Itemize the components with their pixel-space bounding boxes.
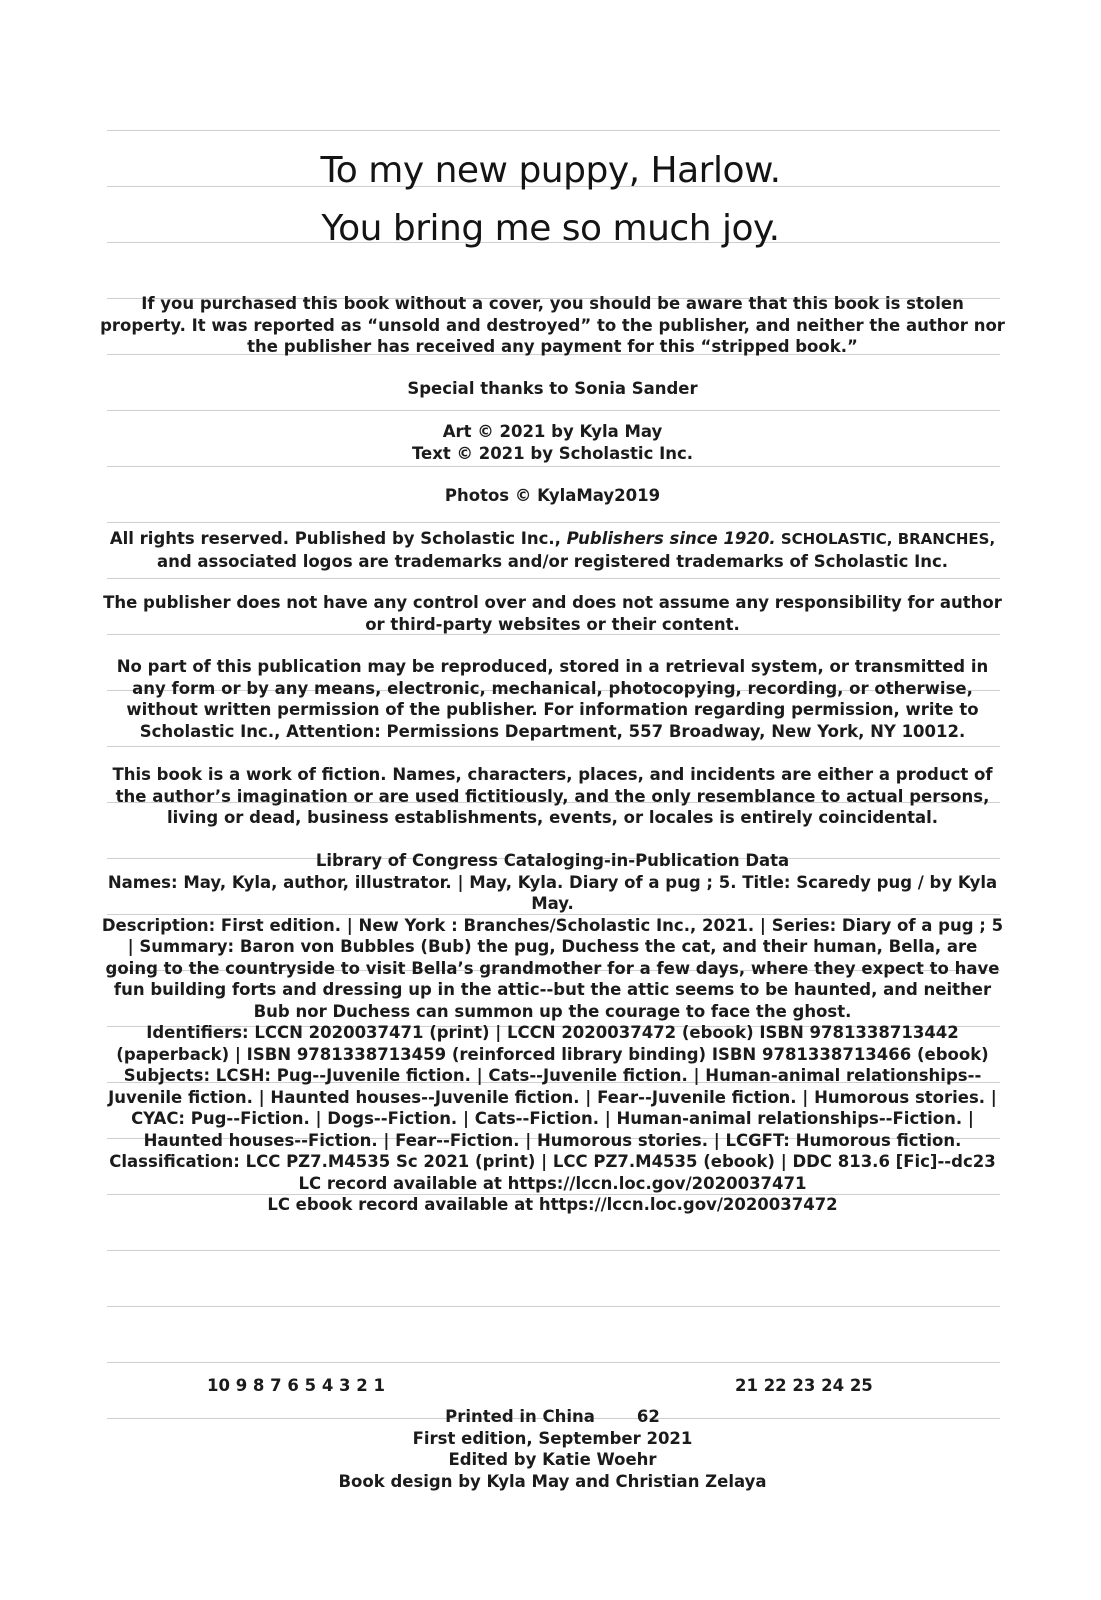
rights-reserved [100,528,1005,572]
cip-description: Description: First edition. | New York : Branches/Scholastic Inc., 2021. | Series: Diary of a pug ; 5 | Summary: Baron von Bubbles (Bub) the pug, Duchess the cat, and their human, Bella, are going to the countryside to visit Bella’s grandmother for a few days, where they expect to have fun building forts and dressing up in the attic--but the attic seems to be haunted, and neither Bub nor Duchess can summon up the courage to face the ghost. [101,915,1004,1021]
reproduction-notice [100,656,1005,742]
special-thanks [100,378,1005,400]
cip-lc-ebook-record: LC ebook record available at https://lccn.loc.gov/2020037472 [267,1195,838,1214]
cip-classification: Classification: LCC PZ7.M4535 Sc 2021 (print) | LCC PZ7.M4535 (ebook) | DDC 813.6 [Fic]--dc23 [109,1152,996,1171]
edition: First edition, September 2021 [412,1428,693,1448]
printed-code: 62 [636,1407,660,1426]
art-copyright: Art © 2021 by Kyla May [442,422,663,441]
notebook-rule [107,130,1000,131]
third-party-disclaimer [100,592,1005,635]
imprint-block [100,1406,1005,1492]
stripped-book-text: If you purchased this book without a cover, you should be aware that this book is stolen property. It was reported as “unsold and destroyed” to the publisher, and neither the author nor the publisher has received any payment for this “stripped book.” [100,294,1005,356]
reproduction-text: No part of this publication may be reproduced, stored in a retrieval system, or transmitted in any form or by any means, electronic, mechanical, photocopying, recording, or otherwise, without written permission of the publisher. For information regarding permission, write to Scholastic Inc., Attention: Permissions Department, 557 Broadway, New York, NY 10012. [116,657,989,741]
printed-in-country: Printed in China [445,1407,595,1426]
notebook-rule [107,746,1000,747]
rights-part-4: and associated logos are trademarks and/or registered trademarks of Scholastic Inc. [156,551,949,571]
printing-line: 10 9 8 7 6 5 4 3 2 1 [207,1376,385,1395]
photos-copyright-block [100,485,1005,507]
cip-heading: Library of Congress Cataloging-in-Publication Data [315,851,790,870]
notebook-rule [107,1362,1000,1363]
design-by: Book design by Kyla May and Christian Zelaya [338,1471,767,1491]
cip-subjects: Subjects: LCSH: Pug--Juvenile fiction. | Cats--Juvenile fiction. | Human-animal relationships--Juvenile fiction. | Haunted houses--Juvenile fiction. | Fear--Juvenile fiction. | Humorous stories. | CYAC: Pug--Fiction. | Dogs--Fiction. | Cats--Fiction. | Human-animal relationships--Fiction. | Haunted houses--Fiction. | Fear--Fiction. | Humorous stories. | LCGFT: Humorous fiction. [108,1066,997,1150]
stripped-book-notice [100,293,1005,358]
cip-data [100,850,1005,1216]
third-party-text: The publisher does not have any control over and does not assume any responsibility for author or third-party websites or their content. [103,593,1002,634]
text-copyright: Text © 2021 by Scholastic Inc. [411,443,694,463]
rights-text [100,528,1005,572]
photos-copyright: Photos © KylaMay2019 [444,486,661,505]
year-line: 21 22 23 24 25 [735,1376,873,1395]
special-thanks-text: Special thanks to Sonia Sander [407,379,698,398]
notebook-rule [107,1250,1000,1251]
rights-part-2: Publishers since 1920. [566,529,776,548]
notebook-rule [107,522,1000,523]
notebook-rule [107,578,1000,579]
fiction-text: This book is a work of fiction. Names, characters, places, and incidents are either a product of the author’s imagination or are used fictitiously, and the only resemblance to actual persons, living or dead, business establishments, events, or locales is entirely coincidental. [112,765,993,827]
edited-by: Edited by Katie Woehr [448,1450,657,1469]
cip-identifiers: Identifiers: LCCN 2020037471 (print) | LCCN 2020037472 (ebook) ISBN 9781338713442 (paperback) | ISBN 9781338713459 (reinforced library binding) ISBN 9781338713466 (ebook) [116,1023,989,1064]
rights-part-3: SCHOLASTIC, BRANCHES, [775,530,996,548]
cip-names: Names: May, Kyla, author, illustrator. | May, Kyla. Diary of a pug ; 5. Title: Scaredy pug / by Kyla May. [107,872,998,913]
dedication-line-1: To my new puppy, Harlow. [320,150,781,191]
notebook-rule [107,466,1000,467]
rights-part-1: All rights reserved. Published by Scholastic Inc., [109,529,567,548]
notebook-rule [107,410,1000,411]
printed-in [100,1406,1005,1428]
cip-lc-record: LC record available at https://lccn.loc.gov/2020037471 [298,1173,807,1193]
fiction-disclaimer [100,764,1005,829]
dedication-line-2: You bring me so much joy. [321,208,780,249]
notebook-rule [107,1306,1000,1307]
copyright-block [100,421,1005,464]
